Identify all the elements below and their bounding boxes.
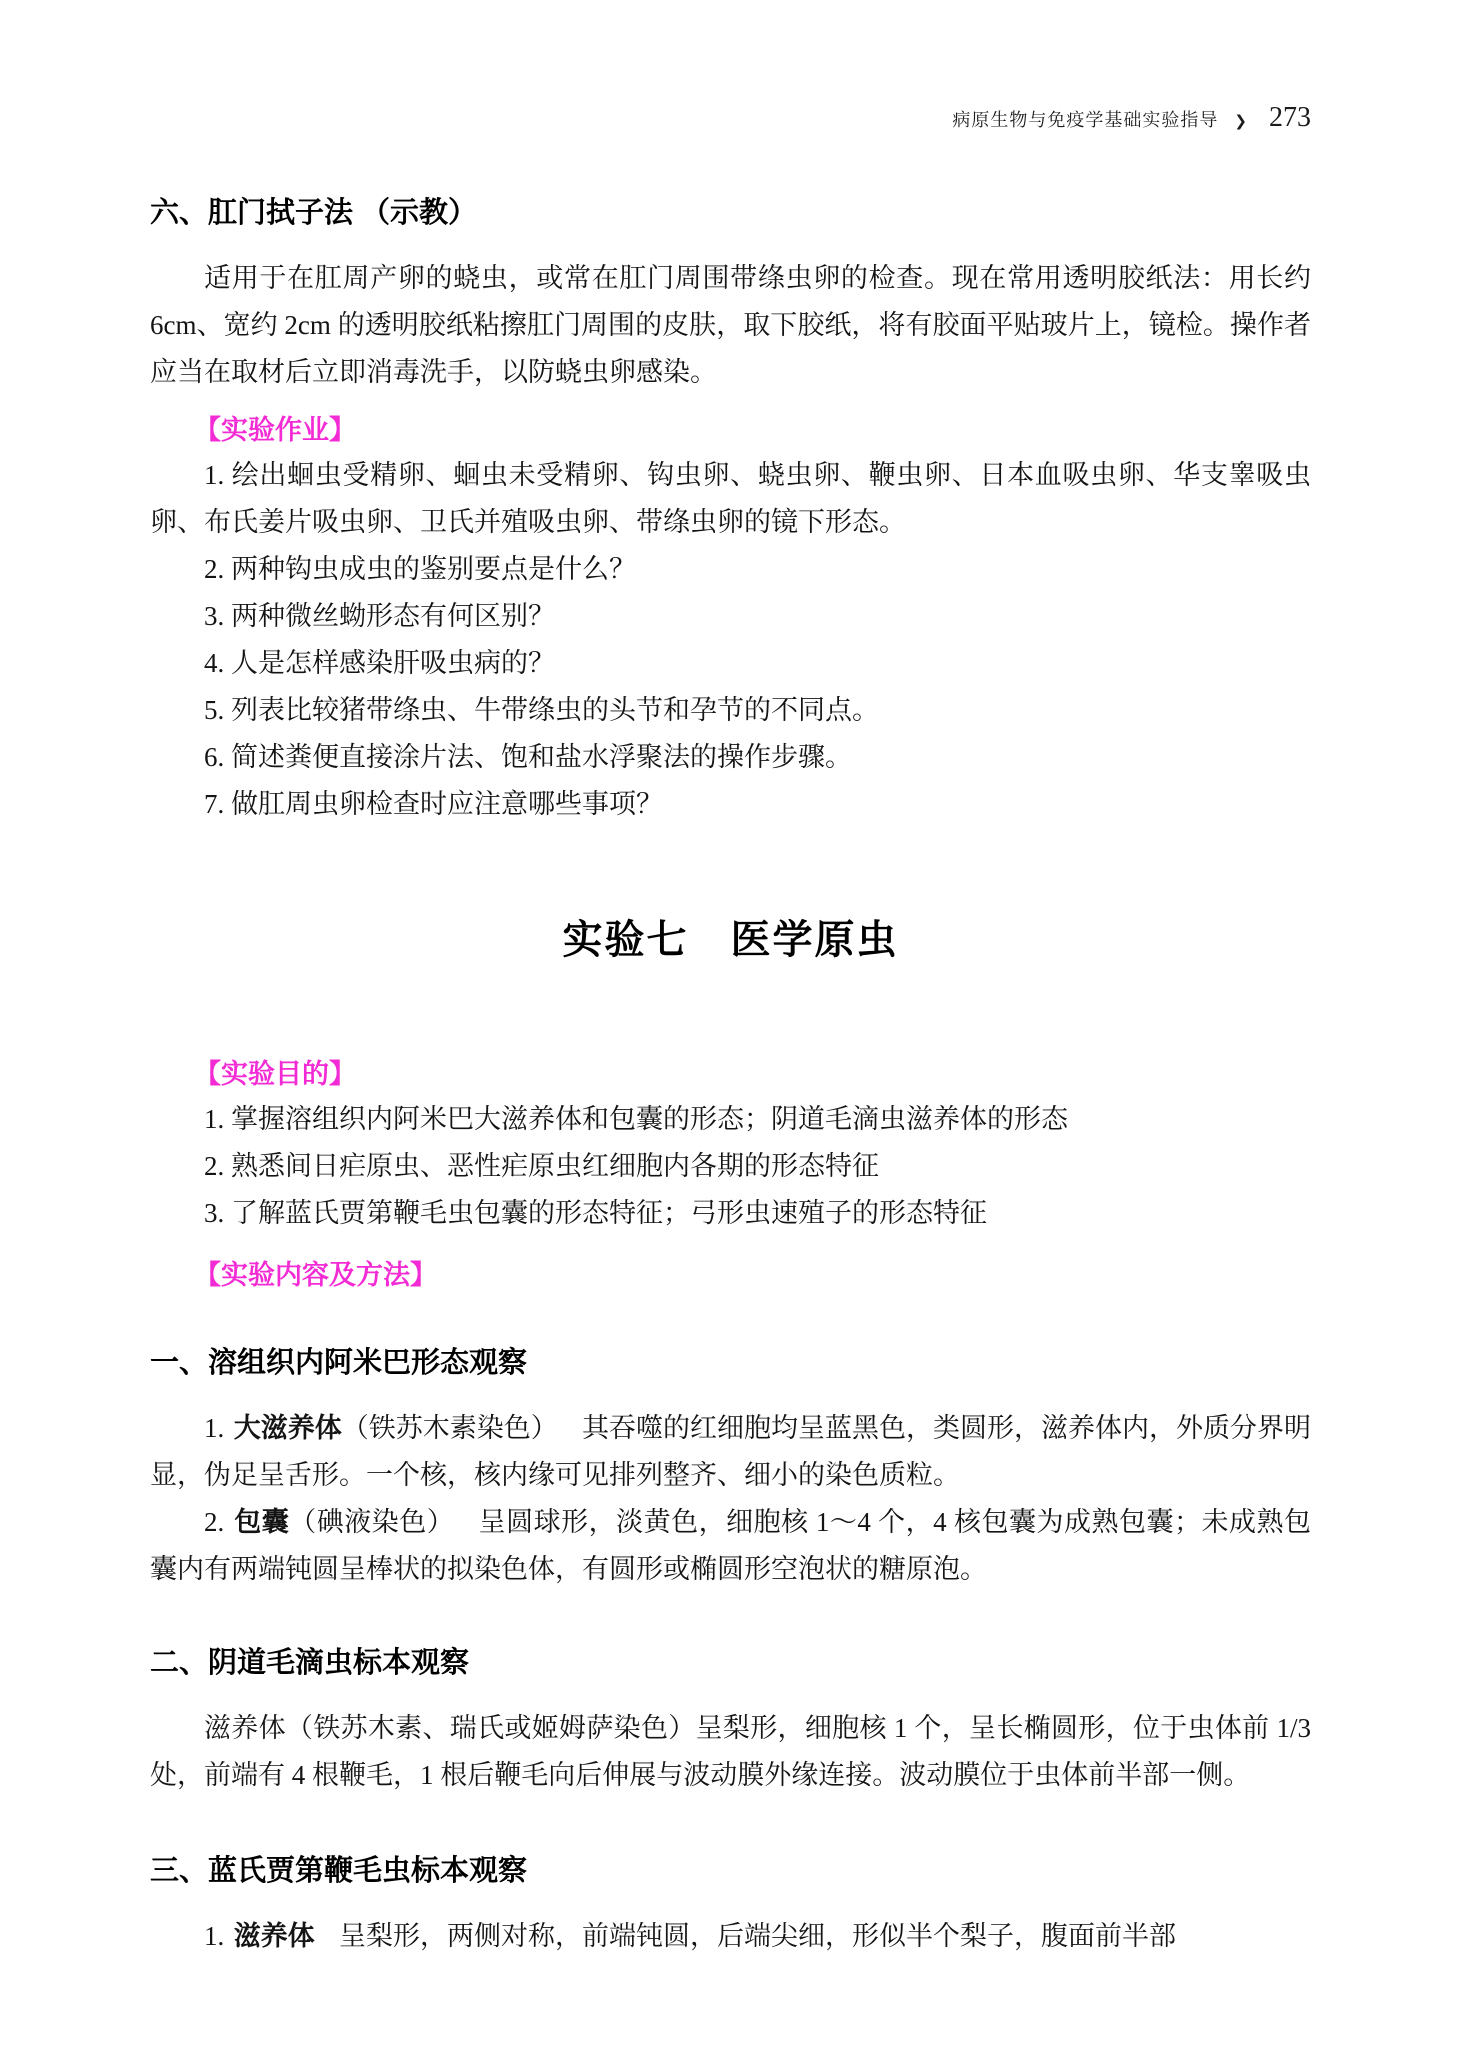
- homework-item-1: 1. 绘出蛔虫受精卵、蛔虫未受精卵、钩虫卵、蛲虫卵、鞭虫卵、日本血吸虫卵、华支睾吸虫卵、布氏姜片吸虫卵、卫氏并殖吸虫卵、带绦虫卵的镜下形态。: [150, 460, 1311, 537]
- page-number: 273: [1269, 102, 1311, 133]
- objective-item-1: 1. 掌握溶组织内阿米巴大滋养体和包囊的形态；阴道毛滴虫滋养体的形态: [204, 1104, 1068, 1134]
- amoeba-item-1: [150, 1405, 1311, 1499]
- methods-heading: 【实验内容及方法】: [194, 1260, 437, 1290]
- item-description: 呈圆球形，淡黄色，细胞核 1～4 个，4 核包囊为成熟包囊；未成熟包囊内有两端钝圆呈棒状的拟染色体，有圆形或椭圆形空泡状的糖原泡。: [150, 1507, 1312, 1584]
- giardia-section-title: 三、蓝氏贾第鞭毛虫标本观察: [150, 1855, 528, 1887]
- item-stain-label: （铁苏木素染色）: [341, 1413, 558, 1443]
- item-term: 包囊: [233, 1507, 290, 1537]
- item-term: 大滋养体: [233, 1413, 342, 1443]
- objective-item-3: 3. 了解蓝氏贾第鞭毛虫包囊的形态特征；弓形虫速殖子的形态特征: [204, 1198, 987, 1228]
- trichomonas-section-title: 二、阴道毛滴虫标本观察: [150, 1647, 470, 1679]
- item-number: 1.: [204, 1921, 225, 1951]
- chapter-title: 实验七 医学原虫: [562, 918, 899, 962]
- homework-item-5: 5. 列表比较猪带绦虫、牛带绦虫的头节和孕节的不同点。: [204, 695, 879, 725]
- homework-heading: 【实验作业】: [194, 415, 356, 445]
- homework-item-2: 2. 两种钩虫成虫的鉴别要点是什么？: [204, 554, 636, 584]
- running-head: [150, 0, 1311, 139]
- homework-item-6: 6. 简述粪便直接涂片法、饱和盐水浮聚法的操作步骤。: [204, 742, 852, 772]
- amoeba-item-2: [150, 1499, 1311, 1593]
- chevron-right-icon: ❯: [1234, 112, 1247, 130]
- homework-list: [150, 452, 1311, 828]
- running-head-title: 病原生物与免疫学基础实验指导: [952, 110, 1219, 130]
- giardia-item-1: [150, 1913, 1311, 1960]
- section-six-title: 六、肛门拭子法 （示教）: [150, 197, 478, 229]
- item-description: 其吞噬的红细胞均呈蓝黑色，类圆形，滋养体内，外质分界明显，伪足呈舌形。一个核，核内缘可见排列整齐、细小的染色质粒。: [150, 1413, 1312, 1490]
- item-description: 呈梨形，两侧对称，前端钝圆，后端尖细，形似半个梨子，腹面前半部: [338, 1921, 1176, 1951]
- item-term: 滋养体: [233, 1921, 315, 1951]
- objectives-list: [150, 1096, 1311, 1237]
- homework-item-4: 4. 人是怎样感染肝吸虫病的？: [204, 648, 555, 678]
- section-six-paragraph: 适用于在肛周产卵的蛲虫，或常在肛门周围带绦虫卵的检查。现在常用透明胶纸法：用长约 6cm、宽约 2cm 的透明胶纸粘擦肛门周围的皮肤，取下胶纸，将有胶面平贴玻片上，镜检。操作者应当在取材后立即消毒洗手，以防蛲虫卵感染。: [150, 263, 1311, 387]
- trichomonas-paragraph: 滋养体（铁苏木素、瑞氏或姬姆萨染色）呈梨形，细胞核 1 个，呈长椭圆形，位于虫体前 1/3 处，前端有 4 根鞭毛，1 根后鞭毛向后伸展与波动膜外缘连接。波动膜位于虫体前半部一侧。: [150, 1713, 1311, 1790]
- amoeba-section-title: 一、溶组织内阿米巴形态观察: [150, 1347, 528, 1379]
- objectives-heading: 【实验目的】: [194, 1059, 356, 1089]
- homework-item-7: 7. 做肛周虫卵检查时应注意哪些事项？: [204, 789, 663, 819]
- item-stain-label: （碘液染色）: [289, 1507, 455, 1537]
- homework-item-3: 3. 两种微丝蚴形态有何区别？: [204, 601, 555, 631]
- item-number: 2.: [204, 1507, 225, 1537]
- item-number: 1.: [204, 1413, 225, 1443]
- objective-item-2: 2. 熟悉间日疟原虫、恶性疟原虫红细胞内各期的形态特征: [204, 1151, 879, 1181]
